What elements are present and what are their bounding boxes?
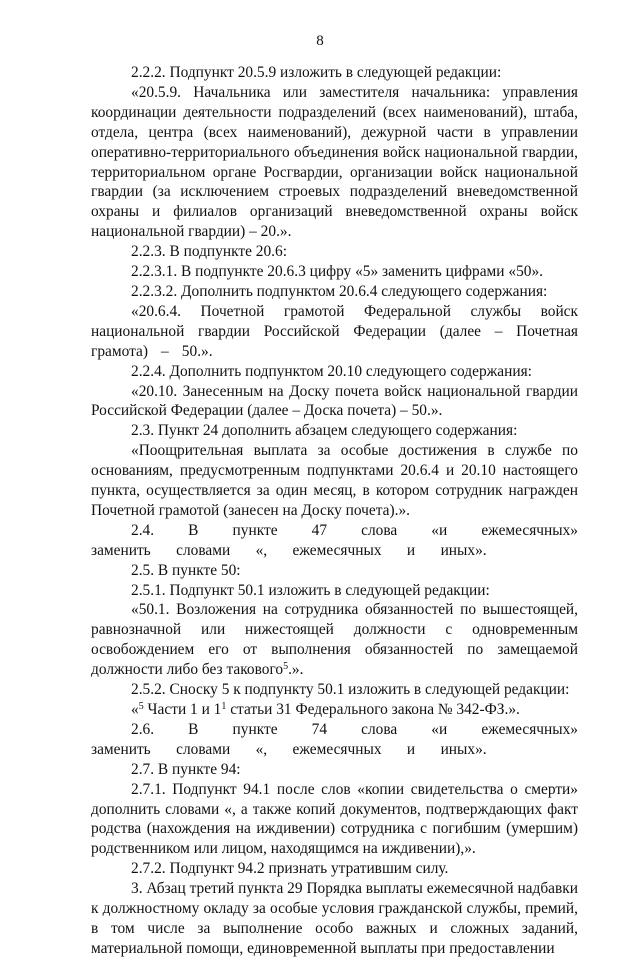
document-body bbox=[91, 63, 578, 959]
paragraph-2-2-2: 2.2.2. Подпункт 20.5.9 изложить в следующей редакции: bbox=[131, 64, 502, 81]
footnote-text: Части 1 и 1 bbox=[143, 701, 222, 718]
paragraph-2-2-3-2: 2.2.3.2. Дополнить подпунктом 20.6.4 следующего содержания: bbox=[131, 282, 548, 300]
paragraph-50-1 bbox=[91, 600, 578, 680]
paragraph-50-1-text: «50.1. Возложения на сотрудника обязанностей по вышестоящей, равнозначной или нижестоящей должности с одновременным освобождением его от выполнения обязанностей по замещаемой должности либо без такового bbox=[91, 601, 578, 679]
paragraph-50-1-end: .». bbox=[288, 661, 304, 679]
paragraph-incentive: «Поощрительная выплата за особые достижения в службе по основаниям, предусмотренным подпунктами 20.6.4 и 20.10 настоящего пункта, осуществляется за один месяц, в котором сотрудник награжден Почетной грамотой (занесен на Доску почета).». bbox=[91, 442, 578, 519]
paragraph-2-4: 2.4. В пункте 47 слова «и ежемесячных» заменить словами «, ежемесячных и иных». bbox=[91, 521, 578, 559]
paragraph-2-5: 2.5. В пункте 50: bbox=[131, 561, 241, 579]
paragraph-20-6-4: «20.6.4. Почетной грамотой Федеральной службы войск национальной гвардии Российской Федерации (далее – Почетная грамота) – 50.». bbox=[91, 302, 578, 360]
footnote-text-end: статьи 31 Федерального закона № 342-ФЗ.». bbox=[226, 701, 520, 718]
paragraph-2-3: 2.3. Пункт 24 дополнить абзацем следующего содержания: bbox=[131, 422, 518, 440]
footnote-number: 5 bbox=[138, 701, 144, 712]
footnote-mark: 5 bbox=[283, 661, 289, 673]
paragraph-2-2-4: 2.2.4. Дополнить подпунктом 20.10 следующего содержания: bbox=[131, 362, 532, 380]
paragraph-20-10: «20.10. Занесенным на Доску почета войск национальной гвардии Российской Федерации (далее – Доска почета) – 50.». bbox=[91, 382, 578, 420]
paragraph-2-2-3-1: 2.2.3.1. В подпункте 20.6.3 цифру «5» заменить цифрами «50». bbox=[131, 263, 544, 281]
paragraph-2-7: 2.7. В пункте 94: bbox=[131, 760, 241, 778]
paragraph-2-7-1: 2.7.1. Подпункт 94.1 после слов «копии свидетельства о смерти» дополнить словами «, а также копий документов, подтверждающих факт родства (нахождения на иждивении) сотрудника с погибшим (умершим) родственником или лицом, находящимся на иждивении),». bbox=[91, 780, 578, 858]
paragraph-2-7-2: 2.7.2. Подпункт 94.2 признать утратившим силу. bbox=[131, 860, 449, 878]
paragraph-2-2-3: 2.2.3. В подпункте 20.6: bbox=[131, 243, 287, 261]
paragraph-2-5-2: 2.5.2. Сноску 5 к подпункту 50.1 изложить в следующей редакции: bbox=[131, 681, 570, 699]
paragraph-2-6: 2.6. В пункте 74 слова «и ежемесячных» заменить словами «, ежемесячных и иных». bbox=[91, 720, 578, 758]
paragraph-2-5-1: 2.5.1. Подпункт 50.1 изложить в следующей редакции: bbox=[131, 581, 490, 599]
page-number: 8 bbox=[316, 33, 324, 49]
part-superscript: 1 bbox=[221, 701, 227, 712]
paragraph-3: 3. Абзац третий пункта 29 Порядка выплаты ежемесячной надбавки к должностному окладу за особые условия гражданской службы, премий, в том числе за выполнение особо важных и сложных заданий, материальной помощи, единовременной выплаты при предоставлении bbox=[91, 880, 578, 957]
paragraph-20-5-9: «20.5.9. Начальника или заместителя начальника: управления координации деятельности подразделений (всех наименований), штаба, отдела, центра (всех наименований), дежурной части в управлении оперативно-территориального объединения войск национальной гвардии, территориальном органе Росгвардии, организации войск национальной гвардии (за исключением строевых подразделений вневедомственной охраны и филиалов организаций вневедомственной охраны войск национальной гвардии) – 20.». bbox=[91, 83, 578, 241]
paragraph-footnote-5: «$^5$ Части 1 и $1^1$ статьи 31 Федерального закона № 342-ФЗ.». bbox=[131, 701, 520, 718]
